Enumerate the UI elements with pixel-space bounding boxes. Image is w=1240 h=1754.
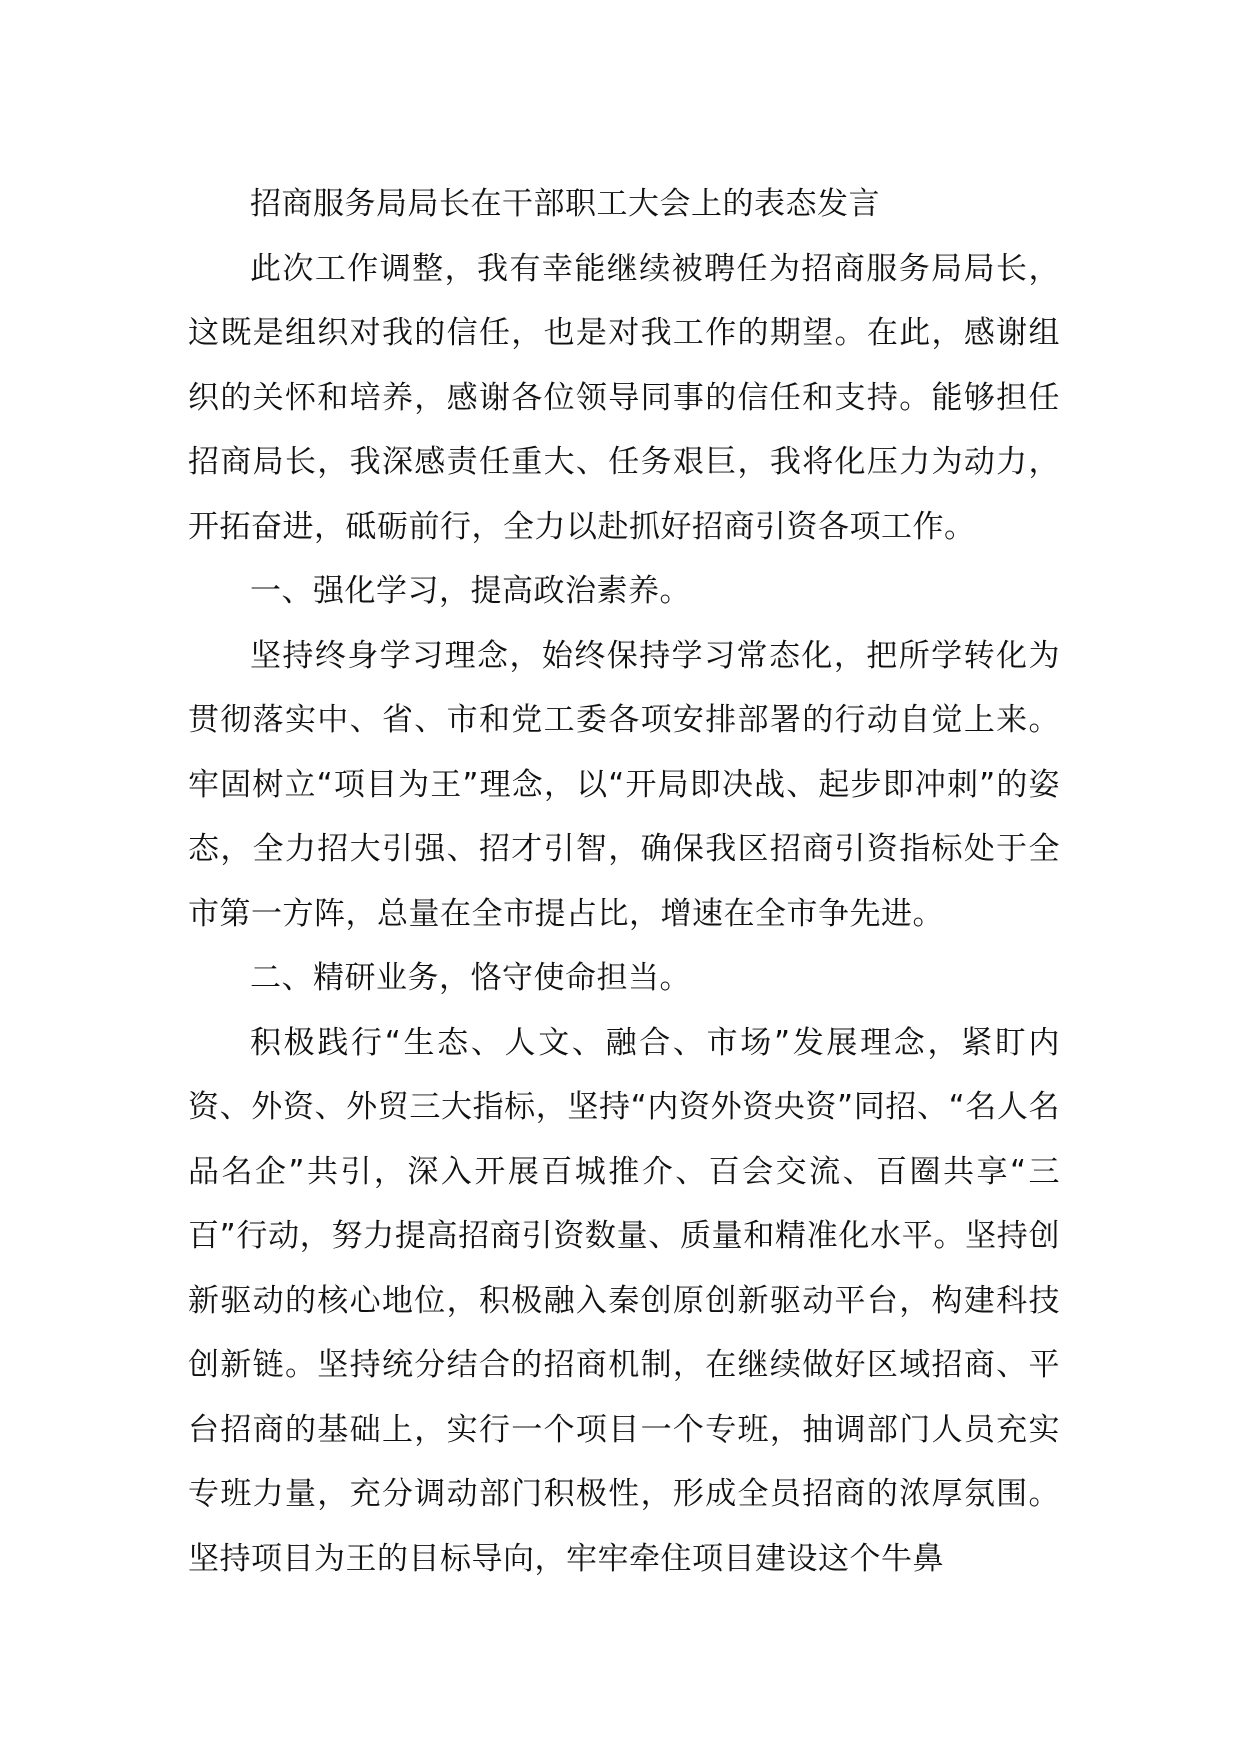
paragraph-section-2: 积极践行“生态、人文、融合、市场”发展理念，紧盯内资、外资、外贸三大指标，坚持“内资外资央资”同招、“名人名品名企”共引，深入开展百城推介、百会交流、百圈共享“三百”行动，努力提高招商引资数量、质量和精准化水平。坚持创新驱动的核心地位，积极融入秦创原创新驱动平台，构建科技创新链。坚持统分结合的招商机制，在继续做好区域招商、平台招商的基础上，实行一个项目一个专班，抽调部门人员充实专班力量，充分调动部门积极性，形成全员招商的浓厚氛围。坚持项目为王的目标导向，牢牢牵住项目建设这个牛鼻 [188, 1024, 1060, 1577]
document-title: 招商服务局局长在干部职工大会上的表态发言 [250, 186, 880, 222]
paragraph-section-1: 坚持终身学习理念，始终保持学习常态化，把所学转化为贯彻落实中、省、市和党工委各项安排部署的行动自觉上来。牢固树立“项目为王”理念，以“开局即决战、起步即冲刺”的姿态，全力招大引强、招才引智，确保我区招商引资指标处于全市第一方阵，总量在全市提占比，增速在全市争先进。 [188, 637, 1060, 932]
paragraph-intro: 此次工作调整，我有幸能继续被聘任为招商服务局局长，这既是组织对我的信任，也是对我工作的期望。在此，感谢组织的关怀和培养，感谢各位领导同事的信任和支持。能够担任招商局长，我深感责任重大、任务艰巨，我将化压力为动力，开拓奋进，砥砺前行，全力以赴抓好招商引资各项工作。 [188, 250, 1060, 545]
section-heading-1: 一、强化学习，提高政治素养。 [250, 573, 691, 609]
section-heading-2: 二、精研业务，恪守使命担当。 [250, 960, 691, 996]
document-body [188, 172, 1060, 1591]
